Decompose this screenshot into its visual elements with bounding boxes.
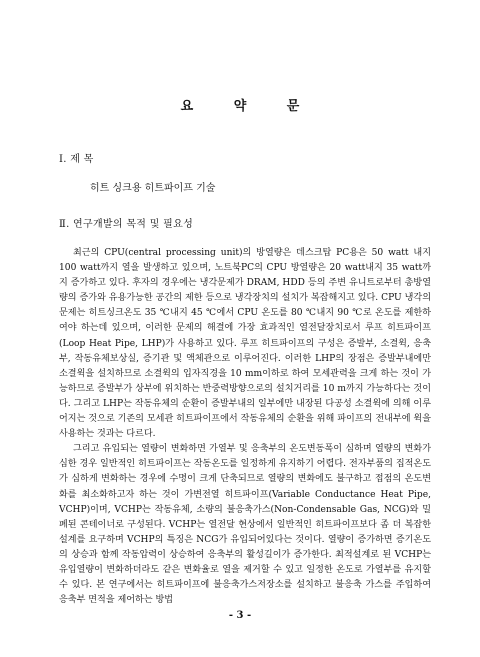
paragraph-1: 최근의 CPU(central processing unit)의 방열량은 데스크탑 PC용은 50 watt 내지 100 watt까지 열을 발생하고 있으며, 노트북PC의 CPU 방열량은 20 watt내지 35 watt까지 증가하고 있다. 후자의 경우에는 냉각문제가 DRAM, HDD 등의 주변 유니트로부터 총방열량의 증가와 유용가능한 공간의 제한 등으로 냉각장치의 설치가 복잡해지고 있다. CPU 냉각의 문제는 히트싱크온도 35 ℃내지 45 ℃에서 CPU 온도를 80 ℃내지 90 ℃로 온도를 제한하여야 하는데 있으며, 이러한 문제의 해결에 가장 효과적인 열전달장치로서 루프 히트파이프(Loop Heat Pipe, LHP)가 사용하고 있다. 루프 히트파이프의 구성은 증발부, 소결윅, 응축부, 작동유체보상실, 증기관 및 액체관으로 이루어진다. 이러한 LHP의 장점은 증발부내에만 소결윅을 설치하므로 소결윅의 입자직경을 10 mm이하로 하여 모세관력을 크게 하는 것이 가능하므로 증발부가 상부에 위치하는 반중력방향으로의 설치거리를 10 m까지 가능하다는 것이다. 그리고 LHP는 작동유체의 순환이 증발부내의 일부에만 내장된 다공성 소결윅에 의해 이루어지는 것으로 기존의 모세관 히트파이프에서 작동유체의 순환을 위해 파이프의 전내부에 윅을 사용하는 것과는 다르다. [59, 248, 431, 440]
page-number: - 3 - [228, 610, 252, 621]
page-title: 요 약 문 [180, 99, 318, 114]
section-1-title-text: 히트 싱크용 히트파이프 기술 [90, 183, 216, 194]
paragraph-2: 그리고 유입되는 열량이 변화하면 가열부 및 응축부의 온도변동폭이 심하며 열량의 변화가 심한 경우 일반적인 히트파이프는 작동온도를 일정하게 유지하기 어렵다. 전자부품의 집적온도가 심하게 변화하는 경우에 수명이 크게 단축되므로 열량의 변화에도 불구하고 접점의 온도변화를 최소화하고자 하는 것이 가변전열 히트파이프(Variable Conductance Heat Pipe, VCHP)이며, VCHP는 작동유체, 소량의 불응축가스(Non-Condensable Gas, NCG)와 밀폐된 콘테이너로 구성된다. VCHP는 열전달 현상에서 일반적인 히트파이프보다 좀 더 복잡한 설계를 요구하며 VCHP의 특징은 NCG가 유입되어있다는 것이다. 열량이 증가하면 증기온도의 상승과 함께 작동압력이 상승하여 응축부의 활성길이가 증가한다. 최적설계로 된 VCHP는 유입열량이 변화하더라도 같은 변화율로 열을 제거할 수 있고 일정한 온도로 가열부를 유지할 수 있다. 본 연구에서는 히트파이프에 불응축가스저장소를 설치하고 불응축 가스를 주입하여 응축부 면적을 제어하는 방법 [59, 444, 431, 606]
section-1-heading: Ⅰ. 제 목 [59, 154, 94, 165]
section-2-heading: Ⅱ. 연구개발의 목적 및 필요성 [59, 219, 194, 230]
section-2-body [59, 246, 431, 608]
